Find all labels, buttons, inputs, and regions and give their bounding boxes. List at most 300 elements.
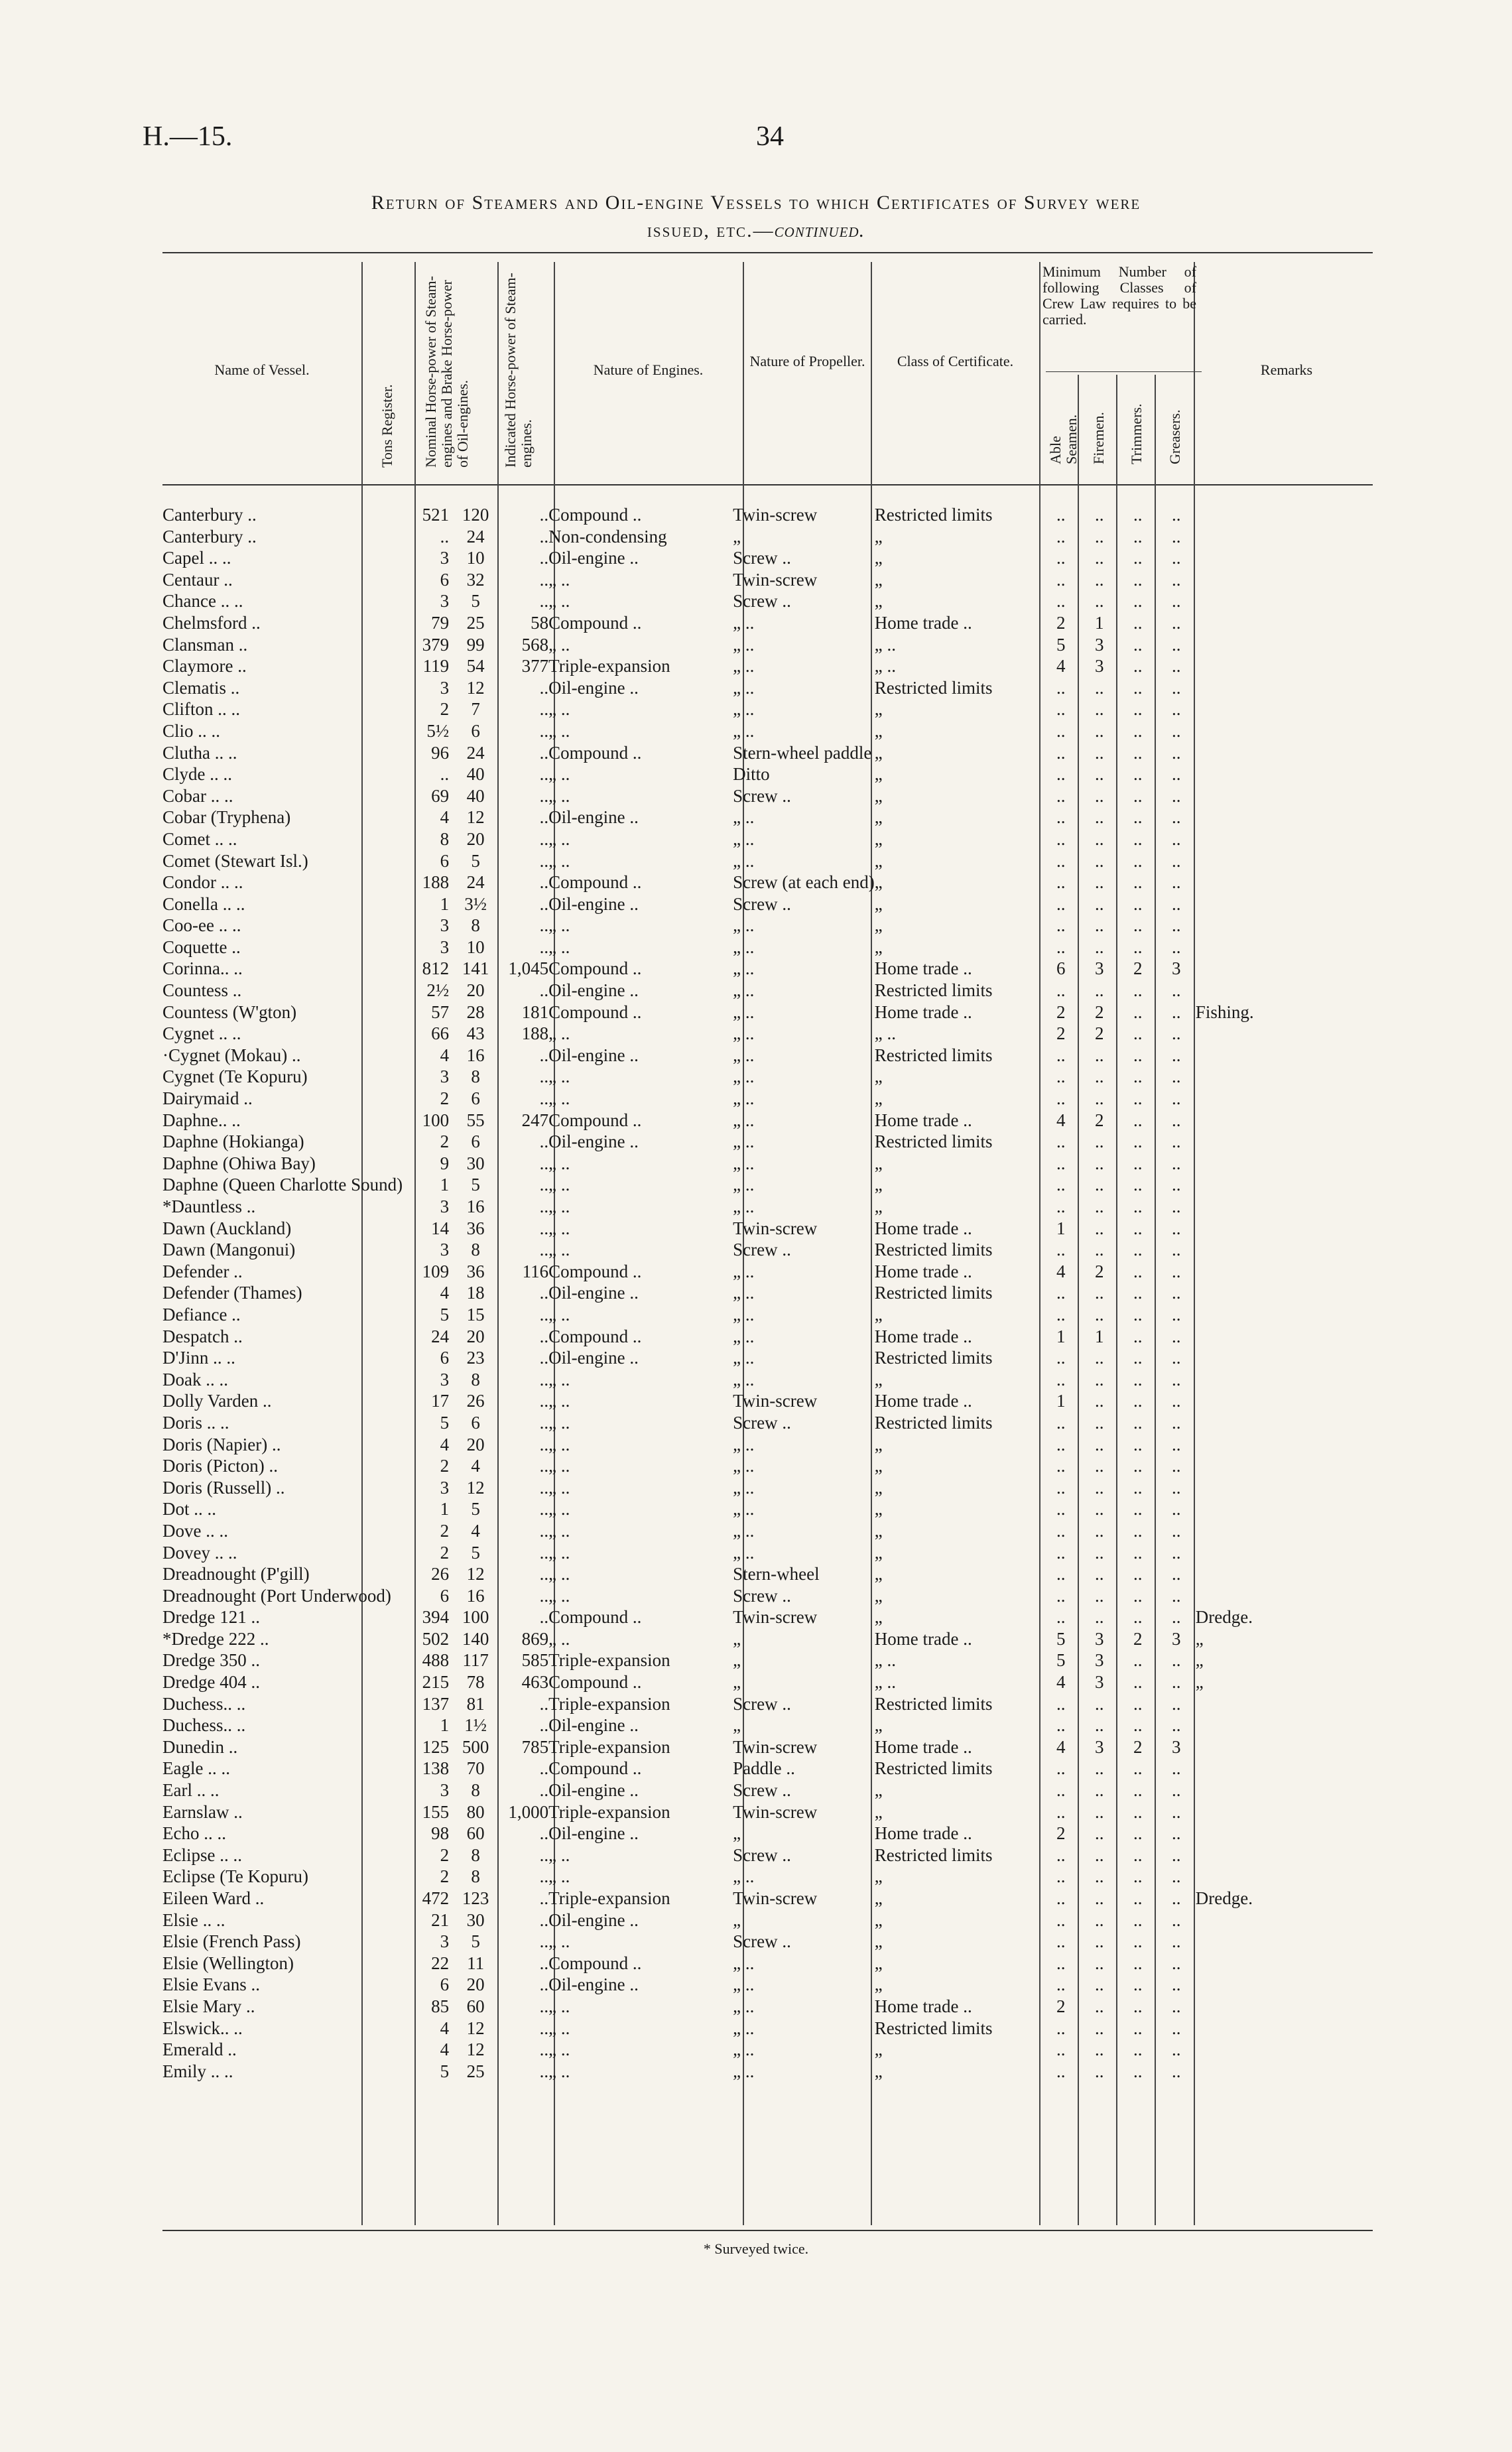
indicated-hp: 869 — [521, 1628, 549, 1649]
tons-register: 5 — [440, 2061, 450, 2081]
able-seamen: .. — [1056, 1953, 1066, 1973]
vessel-name: Doris (Picton) .. — [162, 1456, 278, 1476]
certificate-class: „ — [874, 1974, 883, 1995]
propeller-type: Twin-screw — [733, 1736, 818, 1757]
indicated-hp: .. — [539, 1715, 549, 1736]
remarks — [1196, 1347, 1254, 1369]
propeller-type: „ — [733, 1715, 741, 1736]
propeller-type: Twin-screw — [733, 1607, 818, 1628]
nominal-hp: 123 — [462, 1888, 489, 1908]
firemen: .. — [1095, 1477, 1104, 1498]
vessel-name: Doris (Russell) .. — [162, 1477, 285, 1498]
vessel-name: Comet .. .. — [162, 828, 237, 849]
able-seamen: .. — [1056, 1477, 1066, 1498]
indicated-hp: .. — [539, 1456, 549, 1476]
tons-register: 2 — [440, 1542, 450, 1563]
vessel-name: Eclipse .. .. — [162, 1844, 242, 1865]
propeller-type: Screw .. — [733, 1931, 791, 1952]
firemen: .. — [1095, 1391, 1104, 1411]
engine-type: Triple-expansion — [548, 1801, 670, 1822]
tons-register: 100 — [422, 1110, 450, 1130]
trimmers: .. — [1133, 1585, 1143, 1606]
engine-type: Triple-expansion — [548, 1888, 670, 1908]
greasers: 3 — [1172, 958, 1181, 979]
col-header-propeller: Nature of Propeller. — [749, 353, 865, 369]
remarks — [1196, 1045, 1254, 1066]
firemen: .. — [1095, 591, 1104, 612]
propeller-type: „ .. — [733, 1153, 755, 1173]
able-seamen: .. — [1056, 915, 1066, 936]
engine-type: „ .. — [548, 720, 570, 741]
firemen: 3 — [1095, 1650, 1104, 1671]
certificate-class: „ — [874, 1542, 883, 1563]
vessel-name: Eagle .. .. — [162, 1758, 230, 1779]
remarks — [1196, 1261, 1254, 1283]
table-row — [162, 1196, 1254, 1218]
certificate-class: „ .. — [874, 634, 897, 655]
propeller-type: Paddle .. — [733, 1758, 795, 1779]
col-header-firemen: Firemen. — [1090, 412, 1107, 464]
remarks — [1196, 1866, 1254, 1888]
nominal-hp: 20 — [466, 1434, 485, 1454]
table-row — [162, 720, 1254, 742]
able-seamen: .. — [1056, 1283, 1066, 1303]
table-row — [162, 915, 1254, 936]
propeller-type: Twin-screw — [733, 1801, 818, 1822]
able-seamen: .. — [1056, 1715, 1066, 1736]
propeller-type: Screw .. — [733, 1693, 791, 1714]
firemen: .. — [1095, 1369, 1104, 1389]
firemen: .. — [1095, 828, 1104, 849]
table-row — [162, 1369, 1254, 1391]
remarks — [1196, 547, 1254, 569]
greasers: .. — [1172, 634, 1181, 655]
remarks — [1196, 1996, 1254, 2018]
remarks — [1196, 1412, 1254, 1434]
table-row — [162, 2018, 1254, 2039]
able-seamen: 4 — [1056, 656, 1066, 677]
vessel-name: Claymore .. — [162, 656, 247, 677]
firemen: .. — [1095, 1607, 1104, 1628]
vessel-name: Clio .. .. — [162, 720, 221, 741]
certificate-class: Restricted limits — [874, 1844, 993, 1865]
greasers: .. — [1172, 1931, 1181, 1952]
greasers: .. — [1172, 1477, 1181, 1498]
vessel-name: Centaur .. — [162, 569, 233, 590]
vessel-name: Dawn (Mangonui) — [162, 1240, 296, 1260]
firemen: .. — [1095, 1564, 1104, 1584]
firemen: .. — [1095, 1456, 1104, 1476]
able-seamen: .. — [1056, 1456, 1066, 1476]
trimmers: .. — [1133, 1283, 1143, 1303]
greasers: .. — [1172, 1499, 1181, 1519]
certificate-class: Home trade .. — [874, 1326, 972, 1346]
engine-type: „ .. — [548, 2061, 570, 2081]
engine-type: Triple-expansion — [548, 1650, 670, 1671]
vessel-name: Daphne (Queen Charlotte Sound) — [162, 1175, 403, 1195]
greasers: .. — [1172, 1974, 1181, 1995]
able-seamen: .. — [1056, 1607, 1066, 1628]
certificate-class: Home trade .. — [874, 1391, 972, 1411]
nominal-hp: 1½ — [464, 1715, 487, 1736]
table-row — [162, 850, 1254, 872]
indicated-hp: .. — [539, 1974, 549, 1995]
engine-type: Compound .. — [548, 1953, 642, 1973]
trimmers: .. — [1133, 807, 1143, 828]
tons-register: 3 — [440, 1066, 450, 1087]
vessel-name: Chelmsford .. — [162, 612, 261, 633]
able-seamen: 5 — [1056, 1650, 1066, 1671]
able-seamen: .. — [1056, 1348, 1066, 1368]
remarks — [1196, 1434, 1254, 1456]
engine-type: „ .. — [548, 1542, 570, 1563]
tons-register: 98 — [431, 1823, 450, 1844]
trimmers: .. — [1133, 1261, 1143, 1281]
able-seamen: 4 — [1056, 1110, 1066, 1130]
vessel-name: Dawn (Auckland) — [162, 1218, 292, 1238]
vessel-name: Earl .. .. — [162, 1780, 220, 1801]
firemen: .. — [1095, 1066, 1104, 1087]
engine-type: Non-condensing — [548, 526, 667, 547]
vessel-name: Cygnet .. .. — [162, 1023, 241, 1044]
vessel-name: Elswick.. .. — [162, 2018, 243, 2038]
engine-type: Compound .. — [548, 872, 642, 893]
greasers: .. — [1172, 720, 1181, 741]
vessel-name: Despatch .. — [162, 1326, 243, 1346]
greasers: .. — [1172, 1326, 1181, 1346]
greasers: .. — [1172, 1801, 1181, 1822]
certificate-class: „ — [874, 1499, 883, 1519]
indicated-hp: .. — [539, 936, 549, 957]
crew-group-rule — [1046, 371, 1202, 372]
propeller-type: Screw .. — [733, 591, 791, 612]
remarks — [1196, 828, 1254, 850]
firemen: .. — [1095, 785, 1104, 806]
tons-register: 3 — [440, 1196, 450, 1216]
propeller-type: „ .. — [733, 1110, 755, 1130]
indicated-hp: .. — [539, 1542, 549, 1563]
table-row — [162, 1282, 1254, 1304]
able-seamen: .. — [1056, 742, 1066, 763]
remarks — [1196, 612, 1254, 634]
greasers: .. — [1172, 1045, 1181, 1065]
indicated-hp: .. — [539, 1844, 549, 1865]
greasers: .. — [1172, 548, 1181, 568]
propeller-type: „ — [733, 1672, 741, 1693]
firemen: .. — [1095, 1780, 1104, 1801]
tons-register: 8 — [440, 828, 450, 849]
propeller-type: „ .. — [733, 656, 755, 677]
engine-type: Compound .. — [548, 1326, 642, 1346]
firemen: .. — [1095, 1196, 1104, 1216]
certificate-class: „ — [874, 1088, 883, 1109]
col-header-nominal: Nominal Horse-power of Steam-engines and Brake Horse-power of Oil-engines. — [422, 276, 471, 468]
certificate-class: „ — [874, 591, 883, 612]
able-seamen: .. — [1056, 1542, 1066, 1563]
nominal-hp: 55 — [466, 1110, 485, 1130]
engine-type: „ .. — [548, 1996, 570, 2016]
firemen: .. — [1095, 872, 1104, 893]
tons-register: 2 — [440, 699, 450, 720]
trimmers: .. — [1133, 1045, 1143, 1065]
nominal-hp: 12 — [466, 2039, 485, 2060]
nominal-hp: 25 — [466, 612, 485, 633]
nominal-hp: 24 — [466, 872, 485, 893]
firemen: 1 — [1095, 612, 1104, 633]
remarks — [1196, 1909, 1254, 1931]
indicated-hp: .. — [539, 785, 549, 806]
trimmers: .. — [1133, 591, 1143, 612]
certificate-class: „ — [874, 1153, 883, 1173]
propeller-type: „ .. — [733, 1045, 755, 1065]
trimmers: .. — [1133, 828, 1143, 849]
vessel-name: Elsie Evans .. — [162, 1974, 260, 1995]
able-seamen: .. — [1056, 677, 1066, 698]
table-row — [162, 980, 1254, 1001]
remarks — [1196, 1801, 1254, 1823]
nominal-hp: 8 — [471, 1866, 480, 1887]
firemen: .. — [1095, 1088, 1104, 1109]
tons-register: 4 — [440, 807, 450, 828]
able-seamen: 5 — [1056, 634, 1066, 655]
nominal-hp: 20 — [466, 1326, 485, 1346]
indicated-hp: .. — [539, 1823, 549, 1844]
nominal-hp: 36 — [466, 1218, 485, 1238]
able-seamen: .. — [1056, 1240, 1066, 1260]
nominal-hp: 3½ — [464, 893, 487, 914]
engine-type: „ .. — [548, 1628, 570, 1649]
certificate-class: Restricted limits — [874, 980, 993, 1001]
firemen: .. — [1095, 1218, 1104, 1238]
greasers: .. — [1172, 785, 1181, 806]
engine-type: „ .. — [548, 1520, 570, 1541]
able-seamen: .. — [1056, 1304, 1066, 1324]
able-seamen: 2 — [1056, 1823, 1066, 1844]
table-row — [162, 763, 1254, 785]
certificate-class: Restricted limits — [874, 1045, 993, 1065]
indicated-hp: .. — [539, 1348, 549, 1368]
able-seamen: .. — [1056, 893, 1066, 914]
remarks — [1196, 1563, 1254, 1585]
engine-type: Compound .. — [548, 958, 642, 979]
certificate-class: Restricted limits — [874, 1348, 993, 1368]
trimmers: .. — [1133, 1326, 1143, 1346]
nominal-hp: 40 — [466, 764, 485, 785]
indicated-hp: .. — [539, 1153, 549, 1173]
engine-type: Oil-engine .. — [548, 893, 639, 914]
propeller-type: „ .. — [733, 699, 755, 720]
tons-register: 6 — [440, 1348, 450, 1368]
remarks — [1196, 1974, 1254, 1996]
firemen: .. — [1095, 2018, 1104, 2038]
firemen: .. — [1095, 1045, 1104, 1065]
engine-type: Compound .. — [548, 1261, 642, 1281]
vessel-name: Clutha .. .. — [162, 742, 237, 763]
table-row — [162, 1996, 1254, 2018]
able-seamen: .. — [1056, 850, 1066, 871]
engine-type: Compound .. — [548, 1110, 642, 1130]
able-seamen: .. — [1056, 1693, 1066, 1714]
engine-type: „ .. — [548, 1499, 570, 1519]
vessel-name: Canterbury .. — [162, 505, 257, 525]
firemen: .. — [1095, 569, 1104, 590]
firemen: 3 — [1095, 1628, 1104, 1649]
trimmers: .. — [1133, 2039, 1143, 2060]
firemen: .. — [1095, 1520, 1104, 1541]
able-seamen: .. — [1056, 828, 1066, 849]
firemen: .. — [1095, 807, 1104, 828]
nominal-hp: 28 — [466, 1001, 485, 1022]
remarks — [1196, 698, 1254, 720]
engine-type: „ .. — [548, 1931, 570, 1952]
nominal-hp: 81 — [466, 1693, 485, 1714]
nominal-hp: 40 — [466, 785, 485, 806]
vessel-name: *Dredge 222 .. — [162, 1628, 269, 1649]
col-header-name: Name of Vessel. — [214, 361, 310, 378]
greasers: .. — [1172, 1348, 1181, 1368]
trimmers: .. — [1133, 1996, 1143, 2016]
table-row — [162, 655, 1254, 677]
greasers: .. — [1172, 1996, 1181, 2016]
nominal-hp: 8 — [471, 915, 480, 936]
trimmers: .. — [1133, 764, 1143, 785]
propeller-type: „ — [733, 1650, 741, 1671]
tons-register: 26 — [431, 1564, 450, 1584]
remarks — [1196, 1131, 1254, 1153]
indicated-hp: .. — [539, 980, 549, 1001]
propeller-type: „ .. — [733, 1066, 755, 1087]
certificate-class: „ — [874, 1715, 883, 1736]
indicated-hp: .. — [539, 505, 549, 525]
nominal-hp: 16 — [466, 1585, 485, 1606]
remarks — [1196, 1498, 1254, 1520]
indicated-hp: 247 — [521, 1110, 549, 1130]
trimmers: .. — [1133, 1499, 1143, 1519]
engine-type: „ .. — [548, 915, 570, 936]
tons-register: 215 — [422, 1672, 450, 1693]
tons-register: 69 — [431, 785, 450, 806]
indicated-hp: .. — [539, 1996, 549, 2016]
vessel-name: Capel .. .. — [162, 548, 231, 568]
able-seamen: 5 — [1056, 1628, 1066, 1649]
vessel-name: Conella .. .. — [162, 893, 245, 914]
greasers: .. — [1172, 1283, 1181, 1303]
trimmers: .. — [1133, 1520, 1143, 1541]
propeller-type: „ .. — [733, 1434, 755, 1454]
engine-type: „ .. — [548, 1304, 570, 1324]
propeller-type: „ .. — [733, 958, 755, 979]
remarks — [1196, 1282, 1254, 1304]
able-seamen: 2 — [1056, 1023, 1066, 1044]
able-seamen: .. — [1056, 1931, 1066, 1952]
vessel-name: Comet (Stewart Isl.) — [162, 850, 308, 871]
firemen: 3 — [1095, 1736, 1104, 1757]
tons-register: 155 — [422, 1801, 450, 1822]
able-seamen: .. — [1056, 1153, 1066, 1173]
propeller-type: Screw .. — [733, 1240, 791, 1260]
propeller-type: „ .. — [733, 1196, 755, 1216]
tons-register: 5½ — [426, 720, 450, 741]
propeller-type: „ .. — [733, 1456, 755, 1476]
engine-type: „ .. — [548, 1088, 570, 1109]
table-row — [162, 569, 1254, 591]
trimmers: .. — [1133, 1693, 1143, 1714]
trimmers: .. — [1133, 569, 1143, 590]
engine-type: Oil-engine .. — [548, 1131, 639, 1152]
vessel-name: Emerald .. — [162, 2039, 237, 2060]
tons-register: 57 — [431, 1001, 450, 1022]
firemen: .. — [1095, 936, 1104, 957]
vessel-name: Doris .. .. — [162, 1412, 229, 1433]
indicated-hp: .. — [539, 1066, 549, 1087]
greasers: .. — [1172, 1607, 1181, 1628]
certificate-class: „ — [874, 548, 883, 568]
remarks — [1196, 1326, 1254, 1348]
able-seamen: .. — [1056, 591, 1066, 612]
firemen: .. — [1095, 1434, 1104, 1454]
indicated-hp: .. — [539, 1088, 549, 1109]
nominal-hp: 100 — [462, 1607, 489, 1628]
tons-register: 66 — [431, 1023, 450, 1044]
indicated-hp: .. — [539, 828, 549, 849]
tons-register: 3 — [440, 677, 450, 698]
indicated-hp: .. — [539, 1780, 549, 1801]
able-seamen: .. — [1056, 1434, 1066, 1454]
vessel-name: Emily .. .. — [162, 2061, 233, 2081]
greasers: .. — [1172, 1304, 1181, 1324]
certificate-class: Restricted limits — [874, 1283, 993, 1303]
propeller-type: „ .. — [733, 1326, 755, 1346]
indicated-hp: .. — [539, 1758, 549, 1779]
engine-type: „ .. — [548, 1175, 570, 1195]
certificate-class: „ — [874, 1434, 883, 1454]
vessel-name: Condor .. .. — [162, 872, 243, 893]
col-header-indicated: Indicated Horse-power of Steam-engines. — [502, 273, 535, 468]
indicated-hp: .. — [539, 2039, 549, 2060]
trimmers: .. — [1133, 1953, 1143, 1973]
header-bottom-rule — [162, 484, 1373, 485]
tons-register: 5 — [440, 1412, 450, 1433]
table-row — [162, 1909, 1254, 1931]
firemen: .. — [1095, 1131, 1104, 1152]
nominal-hp: 78 — [466, 1672, 485, 1693]
tons-register: 3 — [440, 1780, 450, 1801]
tons-register: 2 — [440, 1520, 450, 1541]
certificate-class: Restricted limits — [874, 2018, 993, 2038]
tons-register: 394 — [422, 1607, 450, 1628]
certificate-class: „ — [874, 1909, 883, 1930]
propeller-type: „ .. — [733, 720, 755, 741]
able-seamen: .. — [1056, 1499, 1066, 1519]
able-seamen: 4 — [1056, 1672, 1066, 1693]
remarks — [1196, 1520, 1254, 1542]
able-seamen: 2 — [1056, 1001, 1066, 1022]
greasers: .. — [1172, 1520, 1181, 1541]
able-seamen: .. — [1056, 1974, 1066, 1995]
propeller-type: Screw .. — [733, 1780, 791, 1801]
engine-type: Oil-engine .. — [548, 1348, 639, 1368]
engine-type: Oil-engine .. — [548, 980, 639, 1001]
propeller-type: „ .. — [733, 850, 755, 871]
table-row — [162, 1477, 1254, 1499]
remarks — [1196, 590, 1254, 612]
engine-type: „ .. — [548, 1412, 570, 1433]
col-header-trimmers: Trimmers. — [1128, 403, 1145, 464]
certificate-class: „ — [874, 828, 883, 849]
remarks — [1196, 1779, 1254, 1801]
indicated-hp: .. — [539, 1391, 549, 1411]
able-seamen: .. — [1056, 980, 1066, 1001]
